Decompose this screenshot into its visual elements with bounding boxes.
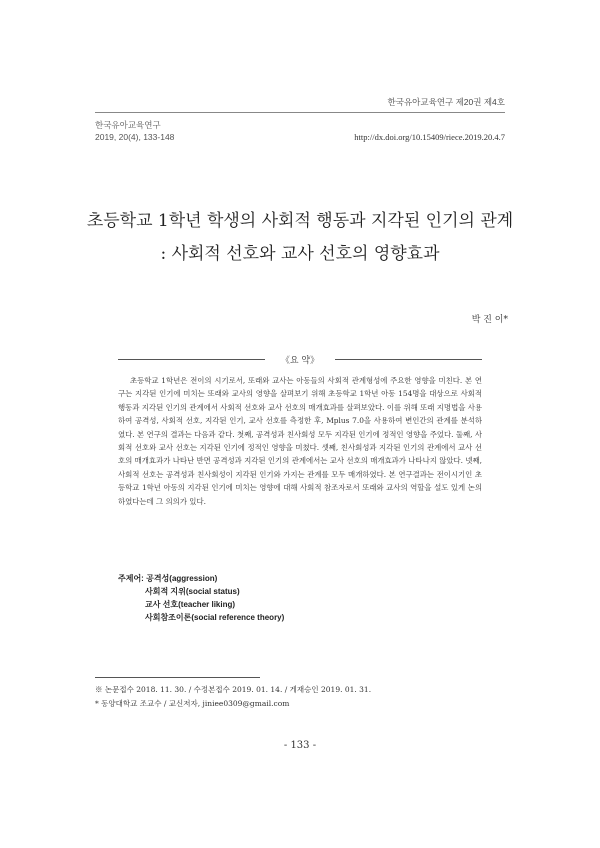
keywords-label: 주제어: [118,574,144,583]
journal-name: 한국유아교육연구 [95,120,161,130]
journal-meta [95,119,174,143]
footnote-author: * 동양대학교 조교수 / 교신저자, jiniee0309@gmail.com [95,699,290,708]
keyword-item: 사회적 지위(social status) [145,587,240,596]
footnote-received: ※ 논문접수 2018. 11. 30. / 수정본접수 2019. 01. 14. / 게재승인 2019. 01. 31. [95,685,372,694]
title-line-2: : 사회적 선호와 교사 선호의 영향효과 [160,244,440,264]
running-head: 한국유아교육연구 제20권 제4호 [387,97,505,107]
abstract-heading [118,353,482,365]
title-line-1: 초등학교 1학년 학생의 사회적 행동과 지각된 인기의 관계 [86,211,514,231]
page-number: - 133 - [283,740,317,751]
paper-title [0,205,600,271]
keyword-item: 사회참조이론(social reference theory) [145,613,285,622]
footnote-rule [95,677,260,678]
abstract-heading-label: 《요 약》 [280,356,320,366]
doi-link[interactable]: http://dx.doi.org/10.15409/riece.2019.20.4.7 [354,132,505,142]
abstract-text: 초등학교 1학년은 전이의 시기로서, 또래와 교사는 아동들의 사회적 관계형성에 주요한 영향을 미친다. 본 연구는 지각된 인기에 미치는 또래와 교사의 영향을 살펴보기 위해 초등학교 1학년 아동 154명을 대상으로 사회적 행동과 지각된 인기의 관계에서 사회적 선호와 교사 선호의 매개효과를 살펴보았다. 이를 위해 또래 지명법을 사용하여 공격성, 사회적 선호, 지각된 인기, 교사 선호를 측정한 후, Mplus 7.0을 사용하여 변인간의 관계를 분석하였다. 본 연구의 결과는 다음과 같다. 첫째, 공격성과 친사회성 모두 지각된 인기에 정적인 영향을 주었다. 둘째, 사회적 선호와 교사 선호는 지각된 인기에 정적인 영향을 미쳤다. 셋째, 친사회성과 지각된 인기의 관계에서 교사 선호의 매개효과가 나타난 반면 공격성과 지각된 인기의 관계에서는 교사 선호의 매개효과가 나타나지 않았다. 넷째, 사회적 선호는 공격성과 친사회성이 지각된 인기와 가지는 관계를 모두 매개하였다. 본 연구결과는 전이시기인 초등학교 1학년 아동의 지각된 인기에 미치는 영향에 대해 사회적 참조자로서 또래와 교사의 역할을 설도 있게 논의하였다는데 그 의의가 있다. [118,376,482,506]
keyword-item: 공격성(aggression) [146,574,218,583]
keyword-item: 교사 선호(teacher liking) [145,600,236,609]
journal-issue: 2019, 20(4), 133-148 [95,132,175,142]
keywords [118,572,284,624]
author: 박 진 이* [471,315,508,325]
abstract-body [118,374,482,508]
footnotes [95,683,371,711]
header-rule [95,112,505,113]
